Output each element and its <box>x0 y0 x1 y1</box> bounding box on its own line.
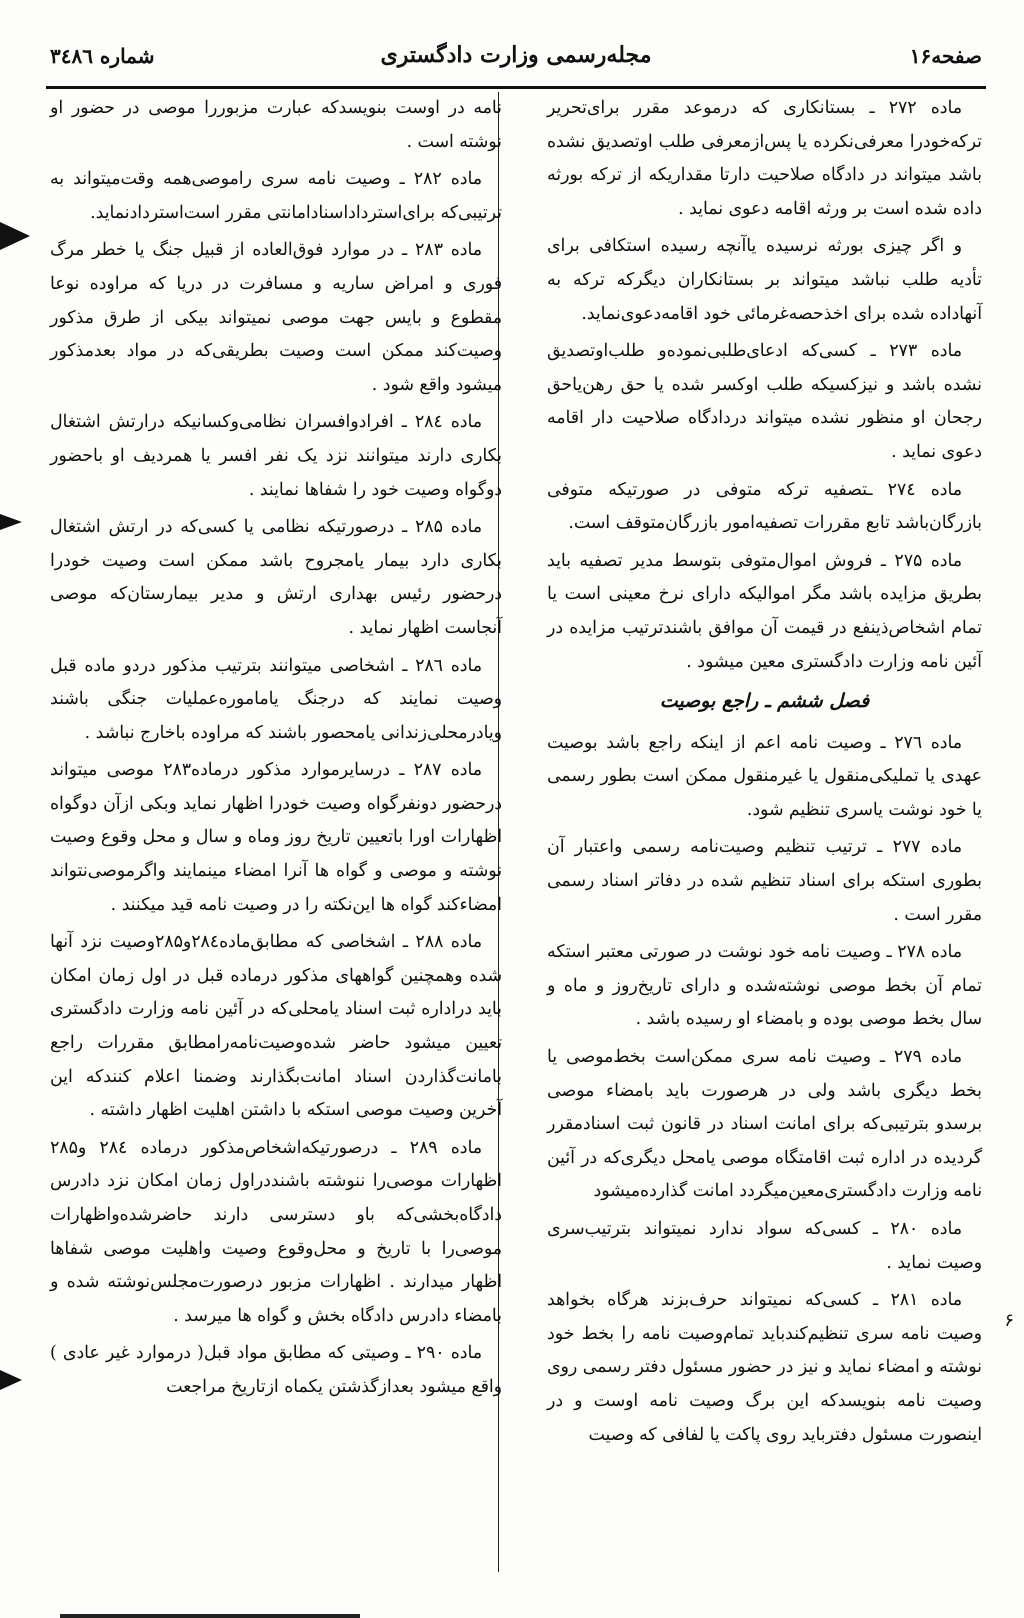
header-divider <box>46 86 986 89</box>
article-286: ماده ۲۸٦ ـ اشخاصی میتوانند بترتیب مذکور دردو ماده قبل وصیت نمایند که درجنگ یاماموره‌عملیات جنگی باشند ویادرمحلی‌زندانی یامحصور باشند که مراوده باخارج نباشد . <box>50 655 502 743</box>
article-285: ماده ۲۸۵ ـ درصورتیکه نظامی یا کسی‌که در ارتش اشتغال بکاری دارد بیمار یامجروح باشد ممکن است وصیت خودرا درحضور رئیس بهداری ارتش و مدیر بیمارستان‌که موصی آنجاست اظهار نماید . <box>50 517 502 638</box>
right-column <box>547 92 982 1572</box>
article-274: ماده ۲۷٤ ـتصفیه ترکه متوفی در صورتیکه متوفی بازرگان‌باشد تابع مقررات تصفیه‌امور بازرگان‌متوقف است. <box>547 479 982 534</box>
bottom-edge-bar <box>60 1614 360 1618</box>
margin-arrow-mark <box>0 1370 22 1390</box>
article-280: ماده ۲۸۰ ـ کسی‌که سواد ندارد نمیتواند بترتیب‌سری وصیت نماید . <box>547 1219 982 1273</box>
section-heading: فصل ششم ـ راجع بوصیت <box>659 690 870 713</box>
article-290: ماده ۲۹۰ ـ وصیتی که مطابق مواد قبل( درموارد غیر عادی ) واقع میشود بعدازگذشتن یکماه ازتاریخ مراجعت <box>50 1343 502 1397</box>
article-287: ماده ۲۸۷ ـ درسایرموارد مذکور درماده۲۸۳ موصی میتواند درحضور دونفرگواه وصیت خودرا اظهار نماید وبکی ازآن دوگواه اظهارات اورا باتعیین تاریخ روز وماه و سال و محل وقوع وصیت نوشته و موصی و گواه ها آنرا امضاء مینمایند واگرموصی‌نتواند امضاءکند گواه ها این‌نکته را در وصیت نامه قید میکنند . <box>50 760 502 915</box>
article-281-continued: نامه در اوست بنویسدکه عبارت مزبوررا موصی در حضور او نوشته است . <box>50 98 502 152</box>
page-header <box>50 38 982 78</box>
article-276: ماده ۲۷٦ ـ وصیت نامه اعم از اینکه راجع باشد بوصیت عهدی یا تملیکی‌منقول یا غیرمنقول ممکن است بطور رسمی یا خود نوشت یاسری تنظیم شود. <box>547 732 982 820</box>
article-289: ماده ۲۸۹ ـ درصورتیکه‌اشخاص‌مذکور درماده ۲۸٤ و۲۸۵ اظهارات موصی‌را ننوشته باشنددراول زمان امکان نزد دادرس دادگاه‌بخشی‌که باو دسترسی دارند حاضرشده‌واظهارات موصی‌را با تاریخ و محل‌وقوع وصیت واهلیت موصی شفاها اظهار میدارند . اظهارات مزبور درصورت‌مجلس‌نوشته شده و بامضاء دادرس دادگاه بخش و گواه ها میرسد . <box>50 1137 502 1326</box>
page-number-label: صفحه۱۶ <box>909 44 982 68</box>
margin-arrow-mark <box>0 514 22 530</box>
article-281: ماده ۲۸۱ ـ کسی‌که نمیتواند حرف‌بزند هرگاه بخواهد وصیت نامه سری تنظیم‌کندباید تمام‌وصیت نامه را بخط خود نوشته و امضاء نماید و نیز در حضور مسئول دفتر رسمی روی وصیت نامه بنویسدکه‌ این برگ وصیت نامه اوست و در اینصورت مسئول دفترباید روی پاکت یا لفافی که وصیت <box>547 1290 982 1445</box>
article-288: ماده ۲۸۸ ـ اشخاصی که مطابق‌ماده۲۸٤و۲۸۵وصیت نزد آنها شده وهمچنین گواههای مذکور درماده قبل در اول زمان امکان باید دراداره ثبت اسناد یامحلی‌که در آئین نامه وزارت دادگستری تعیین میشود حاضر شده‌وصیت‌نامه‌رامطابق مقررات راجع بامانت‌گذاردن اسناد امانت‌بگذارند وضمنا اعلام کنند‌که این آخرین وصیت موصی استکه با داشتن اهلیت اظهار داشته . <box>50 932 502 1121</box>
article-277: ماده ۲۷۷ ـ ترتیب تنظیم وصیت‌نامه رسمی واعتبار آن بطوری استکه برای اسناد تنظیم شده در دفاتر اسناد رسمی مقرر است . <box>547 837 982 925</box>
margin-arrow-mark <box>0 222 30 250</box>
article-279: ماده ۲۷۹ ـ وصیت نامه سری ممکن‌است بخط‌موصی یا بخط دیگری باشد ولی در هرصورت باید بامضاء موصی برسدو بترتیبی‌که برای امانت اسناد در قانون ثبت اسنادمقرر گردیده در اداره ثبت اقامتگاه موصی یامحل دیگری‌که در آئین نامه وزارت دادگستری‌معین‌میگردد امانت گذارده‌میشود <box>547 1047 982 1202</box>
article-275: ماده ۲۷۵ ـ فروش اموال‌متوفی بتوسط مدیر تصفیه باید بطریق مزایده باشد مگر اموالیکه دارای نرخ معینی است یا تمام اشخاص‌ذینفع در قیمت آن موافق باشندترتیب مزایده در آئین نامه وزارت دادگستری معین میشود . <box>547 550 982 672</box>
article-272: ماده ۲۷۲ ـ بستانکاری که درموعد مقرر برای‌تحریر ترکه‌خودرا معرفی‌نکرده یا پس‌ازمعرفی طلب اوتصدیق نشده باشد میتواند در دادگاه صلاحیت دارتا مقداریکه از ترکه بورثه داده شده است بر ورثه اقامه دعوی نماید . <box>547 98 982 219</box>
left-column <box>50 92 502 1572</box>
article-283: ماده ۲۸۳ ـ در موارد فوق‌العاده از قبیل جنگ یا خطر مرگ فوری و امراض ساریه و مسافرت در دریا که مراوده نوعا مقطوع و بایس جهت موصی نمیتواند بیکی از طرق مذکور وصیت‌کند ممکن است وصیت بطریقی‌که در مواد بعد‌مذکور میشود واقع شود . <box>50 240 502 395</box>
article-272-continued: و اگر چیزی بورثه نرسیده یاآنچه رسیده استکافی برای تأدیه طلب نباشد میتواند بر بستانکاران دیگرکه ترکه به آنهاداده شده برای اخذحصه‌غرمائی خود اقامه‌دعوی‌نماید. <box>547 236 982 324</box>
journal-title: مجله‌رسمی وزارت دادگستری <box>380 42 652 68</box>
issue-number-label: شماره ۳٤۸٦ <box>50 44 155 68</box>
article-282: ماده ۲۸۲ ـ وصیت نامه سری رامو‌صی‌همه وقت‌میتواند به ترتیبی‌که برای‌استرداداسناد‌امانتی مقرر است‌استردادنماید. <box>50 169 502 223</box>
article-278: ماده ۲۷۸ ـ وصیت نامه خود نوشت در صورتی معتبر استکه تمام آن بخط موصی نوشته‌شده و دارای تاریخ‌روز و ماه و سال بخط موصی بوده و بامضاء او رسیده باشد . <box>547 942 982 1030</box>
margin-tick-mark: ۶ <box>1004 1310 1014 1331</box>
article-284: ماده ۲۸٤ ـ افرادوافسران نظامی‌وکسانیکه درارتش اشتغال بکاری دارند میتوانند نزد یک نفر افسر یا همردیف او باحضور دوگواه وصیت خود را شفاها نمایند . <box>50 412 502 500</box>
article-273: ماده ۲۷۳ ـ کسی‌که ادعای‌طلبی‌نموده‌و طلب‌او‌تصدیق نشده باشد و نیزکسیکه طلب اوکسر شده یا حق رهن‌یاحق رجحان او منظور نشده میتواند دردادگاه صلاحیت دار اقامه دعوی نماید . <box>547 341 982 462</box>
